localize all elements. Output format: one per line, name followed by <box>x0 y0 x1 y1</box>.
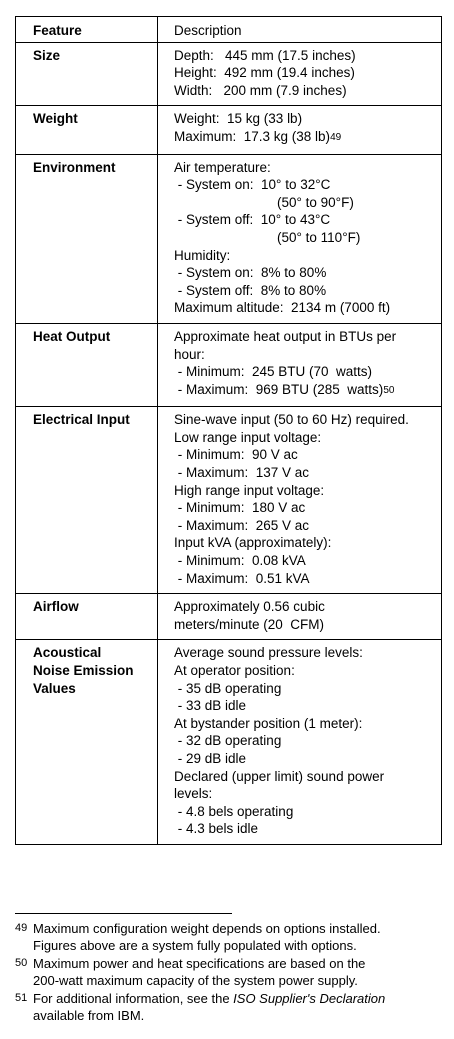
description-line <box>174 64 437 82</box>
description-line <box>174 110 437 128</box>
footnote-number: 51 <box>15 991 28 1004</box>
description-line <box>174 750 437 768</box>
description-line <box>174 464 437 482</box>
description-text: - System off: 8% to 80% <box>174 282 327 298</box>
description-cell <box>158 407 442 594</box>
description-text: Declared (upper limit) sound power <box>174 768 385 784</box>
description-text: Low range input voltage: <box>174 429 322 445</box>
description-line <box>174 680 437 698</box>
description-text: - 35 dB operating <box>174 680 282 696</box>
footnote-number: 49 <box>15 922 28 934</box>
feature-cell <box>16 323 158 406</box>
footnote-body <box>33 920 381 955</box>
description-text: - 4.8 bels operating <box>174 803 294 819</box>
description-text: At operator position: <box>174 663 295 678</box>
description-text: levels: <box>174 786 213 802</box>
feature-cell <box>16 640 158 845</box>
footnote-body <box>33 955 365 990</box>
footnote-italic-text: ISO Supplier's Declaration <box>233 990 386 1006</box>
feature-label: Electrical Input <box>33 412 130 428</box>
description-text: - Minimum: 90 V ac <box>174 447 298 463</box>
description-line <box>174 697 437 715</box>
description-text: - System on: 10° to 32°C <box>174 177 331 193</box>
description-text: Humidity: <box>174 247 231 263</box>
table-body <box>16 42 442 844</box>
description-text: Approximate heat output in BTUs per <box>174 328 397 344</box>
description-line <box>174 785 437 803</box>
description-line <box>174 552 437 570</box>
feature-label: Airflow <box>33 599 79 615</box>
footnote-text: 200-watt maximum capacity of the system power supply. <box>33 973 358 989</box>
description-text: (50° to 90°F) <box>277 194 354 210</box>
description-line <box>174 803 437 821</box>
description-line <box>174 159 437 177</box>
description-text: Average sound pressure levels: <box>174 645 363 661</box>
feature-cell <box>16 106 158 154</box>
description-text: Maximum altitude: 2134 m (7000 ft) <box>174 300 391 316</box>
description-text: - System on: 8% to 80% <box>174 265 327 281</box>
description-text: Weight: 15 kg (33 lb) <box>174 111 303 127</box>
description-text: - 4.3 bels idle <box>174 821 259 837</box>
footnote-reference: 50 <box>383 384 395 396</box>
description-text: Input kVA (approximately): <box>174 535 332 551</box>
description-line <box>174 47 437 65</box>
description-text: hour: <box>174 346 205 362</box>
feature-label: Weight <box>33 111 78 127</box>
description-line <box>174 429 437 447</box>
description-text: Air temperature: <box>174 159 271 175</box>
description-line <box>174 247 437 265</box>
description-line <box>174 499 437 517</box>
description-line <box>174 299 437 317</box>
description-line <box>174 411 437 429</box>
footnote-text: Maximum power and heat specifications are based on the <box>33 955 366 971</box>
description-text: - Minimum: 245 BTU (70 watts) <box>174 364 373 380</box>
header-description: Description <box>158 17 442 43</box>
table-row <box>16 154 442 323</box>
description-text: Maximum: 17.3 kg (38 lb) <box>174 128 331 144</box>
description-cell <box>158 154 442 323</box>
description-text: - 33 dB idle <box>174 698 247 714</box>
description-line <box>174 363 437 381</box>
description-line <box>174 328 437 346</box>
footnote-line <box>33 972 365 989</box>
description-line <box>174 482 437 500</box>
footnote-text: Figures above are a system fully populated with options. <box>33 938 357 954</box>
table-row <box>16 323 442 406</box>
description-line <box>174 176 437 194</box>
footnote-line <box>33 1007 385 1024</box>
feature-label: Acoustical <box>33 645 102 661</box>
footnote-line <box>33 990 385 1007</box>
feature-label: Heat Output <box>33 328 111 344</box>
footnote-line <box>33 955 365 972</box>
feature-label: Values <box>33 680 76 696</box>
description-line <box>174 194 437 212</box>
description-text: - Maximum: 969 BTU (285 watts) <box>174 381 384 397</box>
feature-cell <box>16 154 158 323</box>
description-text: - Maximum: 137 V ac <box>174 465 310 481</box>
description-cell <box>158 323 442 406</box>
description-text: Approximately 0.56 cubic <box>174 599 325 615</box>
feature-label: Size <box>33 47 61 63</box>
table-header-row <box>16 17 442 43</box>
description-line <box>174 82 437 100</box>
description-text: Sine-wave input (50 to 60 Hz) required. <box>174 412 409 428</box>
footnote-line <box>33 920 381 937</box>
description-cell <box>158 594 442 640</box>
description-line <box>174 211 437 229</box>
description-text: High range input voltage: <box>174 482 325 498</box>
description-line <box>174 346 437 364</box>
table-row <box>16 594 442 640</box>
description-text: Width: 200 mm (7.9 inches) <box>174 82 347 98</box>
footnote-line <box>33 937 381 954</box>
description-line <box>174 598 437 616</box>
footnote-text: Maximum configuration weight depends on options installed. <box>33 921 381 936</box>
description-text: Depth: 445 mm (17.5 inches) <box>174 47 356 63</box>
description-line <box>174 446 437 464</box>
description-cell <box>158 42 442 106</box>
footnotes <box>15 920 445 1024</box>
description-line <box>174 662 437 680</box>
feature-label: Noise Emission <box>33 663 134 678</box>
feature-cell <box>16 42 158 106</box>
description-text: Height: 492 mm (19.4 inches) <box>174 65 355 81</box>
description-text: - Maximum: 265 V ac <box>174 517 310 533</box>
description-line <box>174 282 437 300</box>
description-line <box>174 517 437 535</box>
footnote <box>15 990 445 1025</box>
table-row <box>16 106 442 154</box>
description-line <box>174 534 437 552</box>
feature-label: Environment <box>33 159 116 175</box>
footnote-number: 50 <box>15 956 28 969</box>
description-line <box>174 570 437 588</box>
footnote <box>15 955 445 990</box>
description-text: - Minimum: 0.08 kVA <box>174 553 306 569</box>
description-line <box>174 264 437 282</box>
description-text: - System off: 10° to 43°C <box>174 212 331 228</box>
description-text: - Minimum: 180 V ac <box>174 500 306 516</box>
footnote-body <box>33 990 385 1025</box>
description-line <box>174 768 437 786</box>
description-line <box>174 820 437 838</box>
description-line <box>174 128 437 148</box>
description-cell <box>158 106 442 154</box>
header-feature: Feature <box>16 17 158 43</box>
footnote <box>15 920 445 955</box>
description-line <box>174 644 437 662</box>
description-line <box>174 732 437 750</box>
description-line <box>174 616 437 634</box>
specifications-table <box>15 16 442 845</box>
description-text: (50° to 110°F) <box>277 229 361 245</box>
footnote-text: available from IBM. <box>33 1008 145 1024</box>
description-line <box>174 381 437 401</box>
feature-cell <box>16 594 158 640</box>
description-text: - Maximum: 0.51 kVA <box>174 570 310 586</box>
description-cell <box>158 640 442 845</box>
footnote-divider <box>15 913 232 914</box>
feature-cell <box>16 407 158 594</box>
footnote-text: For additional information, see the <box>33 990 234 1006</box>
description-text: - 32 dB operating <box>174 733 282 749</box>
description-text: meters/minute (20 CFM) <box>174 616 325 632</box>
footnote-reference: 49 <box>330 131 342 143</box>
description-line <box>174 715 437 733</box>
description-text: At bystander position (1 meter): <box>174 715 363 731</box>
table-row <box>16 640 442 845</box>
table-row <box>16 407 442 594</box>
description-line <box>174 229 437 247</box>
table-row <box>16 42 442 106</box>
description-text: - 29 dB idle <box>174 750 247 766</box>
